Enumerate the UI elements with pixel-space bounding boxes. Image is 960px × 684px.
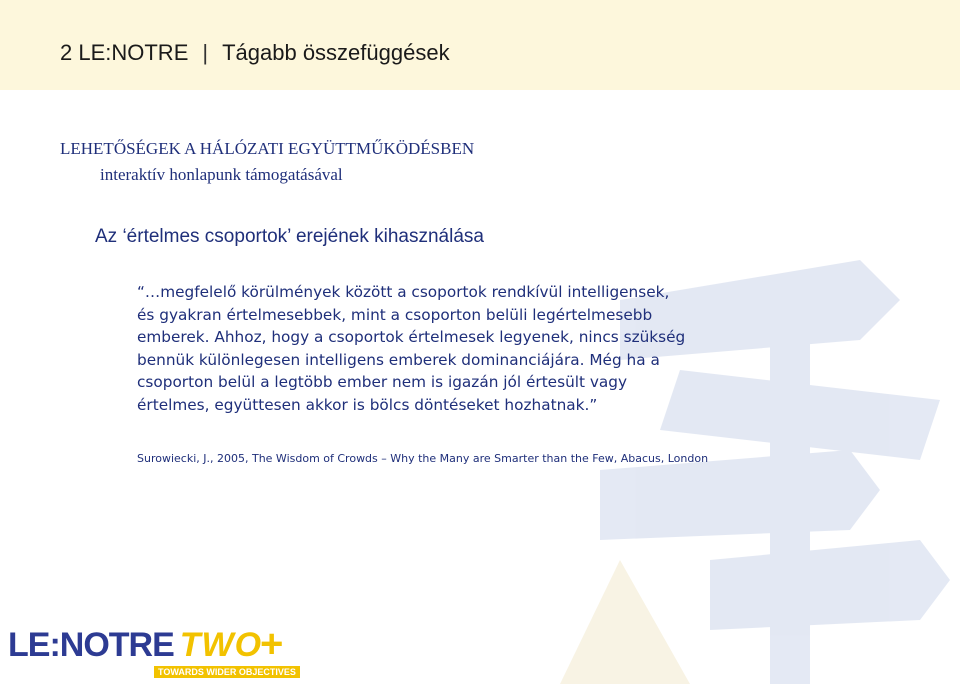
quote-line: értelmes, együttesen akkor is bölcs döntéseket hozhatnak.” (137, 395, 598, 414)
quote-line: bennük különlegesen intelligens emberek dominanciájára. Még ha a (137, 350, 660, 369)
logo-plus-icon: + (260, 622, 284, 666)
section-title: Az ‘értelmes csoportok’ erejének kihasználása (95, 226, 484, 247)
logo-name: LE:NOTRE (8, 626, 174, 664)
slide-title-separator: | (202, 40, 209, 65)
quote-line: és gyakran értelmesebbek, mint a csoporton belüli legértelmesebb (137, 305, 653, 324)
logo-tagline: TOWARDS WIDER OBJECTIVES (154, 666, 300, 678)
citation: Surowiecki, J., 2005, The Wisdom of Crowds – Why the Many are Smarter than the Few, Abacus, London (137, 452, 709, 465)
slide-title-prefix: 2 LE:NOTRE (60, 40, 189, 65)
sub-heading: interaktív honlapunk támogatásával (100, 165, 343, 184)
logo-wordmark (8, 626, 262, 665)
main-heading: LEHETŐSÉGEK A HÁLÓZATI EGYÜTTMŰKÖDÉSBEN (60, 139, 475, 158)
slide-title (60, 40, 450, 66)
quote-line: “…megfelelő körülmények között a csoportok rendkívül intelligensek, (137, 283, 670, 301)
logo-two: TWO (179, 626, 263, 664)
quote-line: emberek. Ahhoz, hogy a csoportok értelmesek legyenek, nincs szükség (137, 328, 686, 346)
lenotre-two-logo (8, 622, 298, 680)
quote-line: csoporton belül a legtöbb ember nem is igazán jól értesült vagy (137, 373, 628, 391)
quote-block (137, 281, 737, 416)
slide-title-suffix: Tágabb összefüggések (222, 40, 450, 65)
